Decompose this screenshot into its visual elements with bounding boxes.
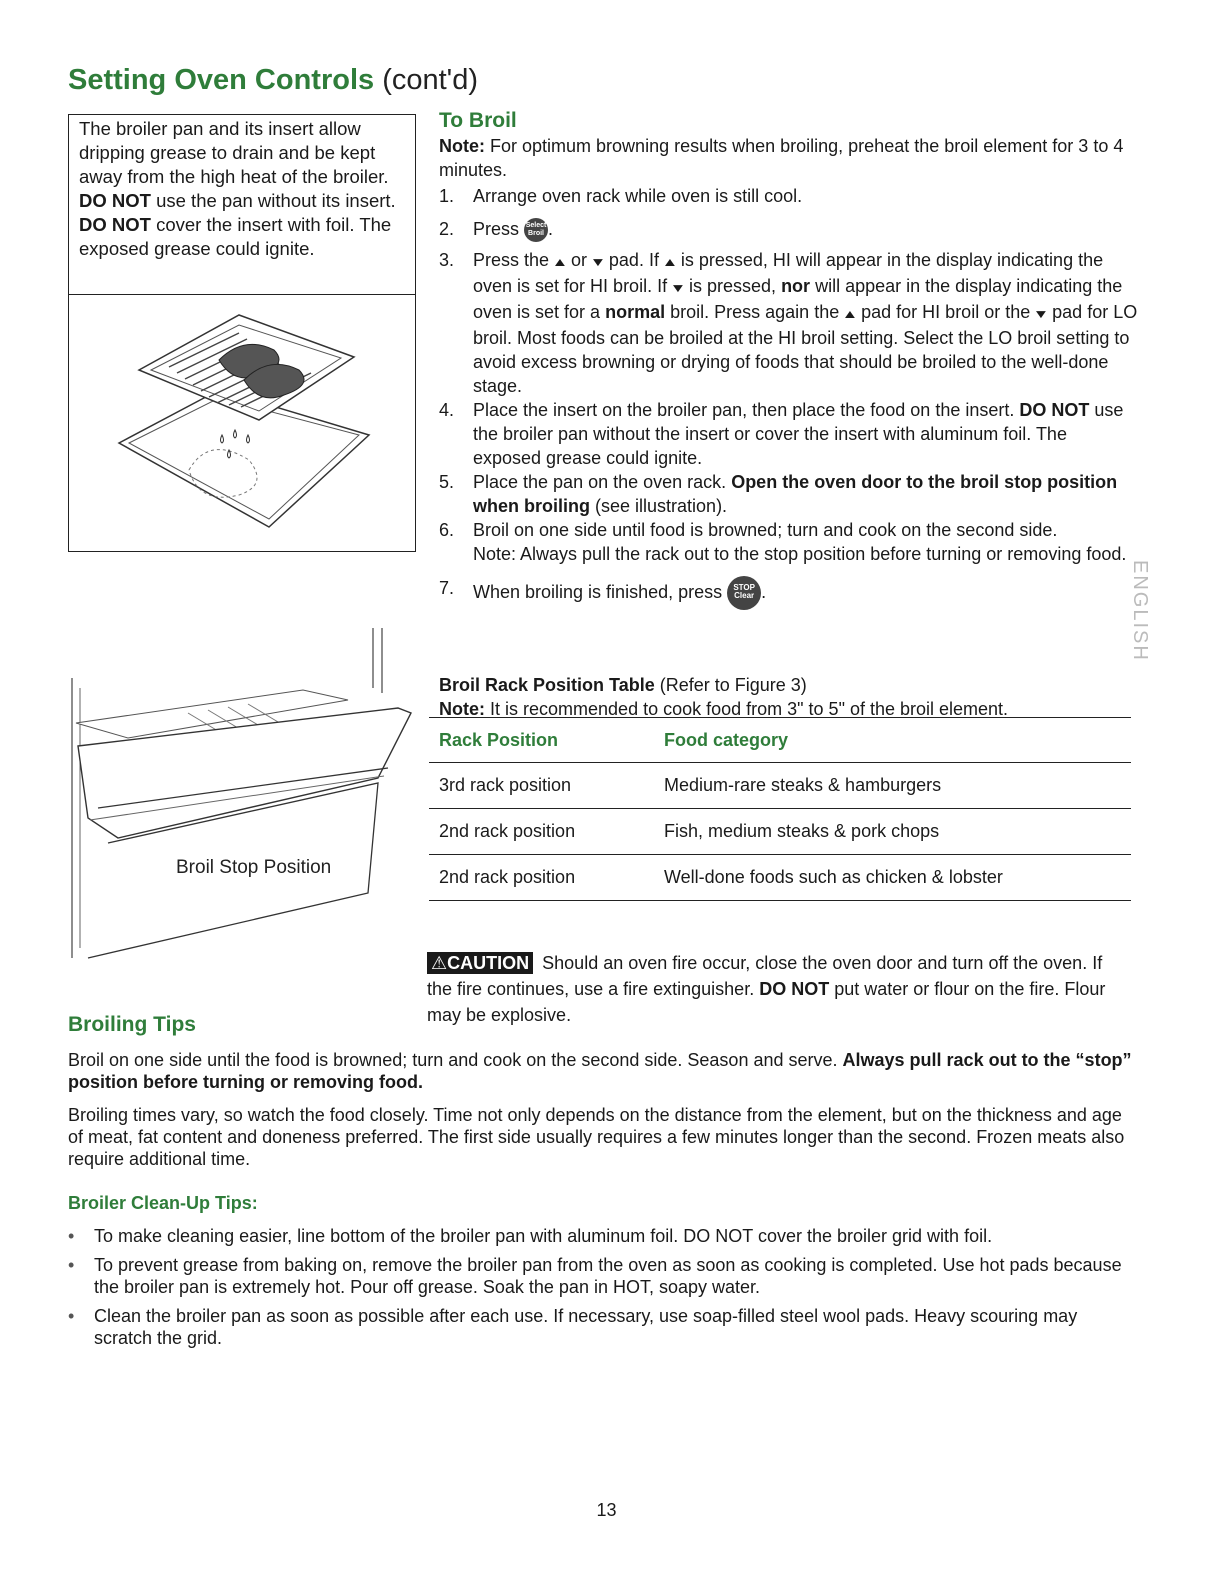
- warning-text-1: The broiler pan and its insert allow dripping grease to drain and be kept away from the high heat of the broiler.: [79, 118, 389, 187]
- note-text: For optimum browning results when broiling, preheat the broil element for 3 to 4 minutes.: [439, 136, 1124, 180]
- step-text: When broiling is finished, press: [473, 582, 723, 602]
- up-arrow-icon: ▲: [661, 255, 679, 270]
- cleanup-tips-list: [68, 1225, 1134, 1349]
- warning-do-not-1: DO NOT: [79, 190, 151, 211]
- page-title-suffix: (cont'd): [382, 64, 478, 96]
- cleanup-tips-list-wrap: [68, 1225, 1134, 1356]
- table-row: [429, 809, 1131, 855]
- broil-stop-label: Broil Stop Position: [176, 857, 332, 878]
- to-broil-note: [439, 134, 1139, 182]
- warning-text-3: cover the insert with foil. The exposed grease could ignite.: [79, 214, 392, 259]
- up-arrow-icon: ▲: [841, 307, 859, 322]
- step-7: 7. When broiling is finished, press STOP Clear .: [439, 576, 1139, 610]
- rack-table-title: Broil Rack Position Table: [439, 675, 655, 695]
- rack-table-heading: [439, 673, 1139, 721]
- table-cell: 2nd rack position: [429, 855, 654, 901]
- down-arrow-icon: ▼: [1032, 307, 1050, 322]
- up-arrow-icon: ▲: [551, 255, 569, 270]
- step-4: 4. Place the insert on the broiler pan, then place the food on the insert. DO NOT use the broiler pan without the insert or cover the insert with aluminum foil. The exposed grease could ignite.: [439, 400, 1124, 469]
- page-title: [68, 64, 478, 97]
- step-5: 5. Place the pan on the oven rack. Open the oven door to the broil stop position when broiling (see illustration).: [439, 472, 1118, 517]
- table-cell: Medium-rare steaks & hamburgers: [654, 763, 1131, 809]
- down-arrow-icon: ▼: [589, 255, 607, 270]
- column-header: Rack Position: [429, 718, 654, 763]
- note-label: Note:: [439, 136, 485, 156]
- broil-stop-door-illustration: [68, 618, 418, 968]
- step-number: 1.: [439, 186, 455, 206]
- broiler-pan-illustration: [69, 295, 415, 551]
- table-cell: Fish, medium steaks & pork chops: [654, 809, 1131, 855]
- step-number: 6.: [439, 520, 455, 541]
- table-row: [429, 763, 1131, 809]
- step-number: 5.: [439, 472, 455, 493]
- page-title-bold: Setting Oven Controls: [68, 64, 375, 96]
- step-6: 6. Broil on one side until food is browned; turn and cook on the second side. Note: Always pull the rack out to the stop position before turning or removing food.: [439, 520, 1127, 565]
- page-number: 13: [596, 1500, 617, 1520]
- broil-steps-list: [439, 184, 1139, 610]
- caution-do-not: DO NOT: [759, 979, 830, 999]
- step-1: [439, 184, 1139, 208]
- step-2: 2. Press Select Broil .: [439, 217, 1139, 242]
- to-broil-heading: To Broil: [439, 109, 517, 132]
- caution-text: Should an oven fire occur, close the oven door and turn off the oven. If the fire continues, use a fire extinguisher.: [427, 953, 1103, 999]
- warning-text-2: use the pan without its insert.: [156, 190, 396, 211]
- column-header: Food category: [654, 718, 1131, 763]
- down-arrow-icon: ▼: [669, 281, 687, 296]
- step-text: Press: [473, 219, 520, 239]
- rack-note-text: It is recommended to cook food from 3" to 5" of the broil element.: [490, 699, 1009, 719]
- step-text: Arrange oven rack while oven is still cool.: [473, 186, 803, 206]
- rack-note-label: Note:: [439, 699, 485, 719]
- svg-text:ENGLISH: ENGLISH: [1129, 560, 1151, 662]
- select-broil-pad-icon: Select Broil: [524, 218, 548, 242]
- broil-rack-position-table: [429, 717, 1131, 901]
- step-number: 2.: [439, 219, 455, 239]
- rack-table-ref: (Refer to Figure 3): [659, 675, 807, 695]
- step-number: 3.: [439, 250, 455, 271]
- caution-text-2: put water or flour on the fire. Flour may be explosive.: [427, 979, 1106, 1025]
- list-item: • Clean the broiler pan as soon as possible after each use. If necessary, use soap-filled steel wool pads. Heavy scouring may scratch the grid.: [68, 1305, 1134, 1349]
- cleanup-tips-heading: Broiler Clean-Up Tips:: [68, 1193, 258, 1213]
- table-row: [429, 855, 1131, 901]
- table-cell: 2nd rack position: [429, 809, 654, 855]
- stop-clear-pad-icon: STOP Clear: [727, 576, 761, 610]
- table-header-row: [429, 718, 1131, 763]
- step-number: 4.: [439, 400, 455, 421]
- broiling-tips-paragraph-2: Broiling times vary, so watch the food closely. Time not only depends on the distance from the element, but on the thickness and age of meat, fat content and doneness preferred. The first side usually requires a few minutes longer than the second. Frozen meats also require additional time.: [68, 1105, 1125, 1169]
- table-cell: 3rd rack position: [429, 763, 654, 809]
- broiler-pan-warning: [69, 115, 415, 295]
- to-broil-section: [439, 108, 1139, 610]
- broiling-tips-heading: Broiling Tips: [68, 1013, 196, 1036]
- table-cell: Well-done foods such as chicken & lobster: [654, 855, 1131, 901]
- step-3: 3. Press the ▲ or ▼ pad. If ▲ is pressed, HI will appear in the display indicating the oven is set for HI broil. If ▼ is pressed, nor will appear in the display indicating the oven is set for a normal broil. Press again the ▲ pad for HI broil or the ▼ pad for LO broil. Most foods can be broiled at the HI broil setting. Select the LO broil setting to avoid excess browning or drying of foods that should be broiled to the well-done stage.: [439, 250, 1138, 397]
- list-item: • To prevent grease from baking on, remove the broiler pan from the oven as soon as cooking is completed. Use hot pads because the broiler pan is extremely hot. Pour off grease. Soak the pan in HOT, soapy water.: [68, 1254, 1134, 1298]
- caution-badge: ⚠CAUTION: [427, 952, 533, 974]
- broiler-pan-box: [68, 114, 416, 552]
- language-side-tab: [1126, 560, 1156, 690]
- broiling-tips-paragraph-1: Broil on one side until the food is browned; turn and cook on the second side. Season and serve. Always pull rack out to the “stop” position before turning or removing food.: [68, 1050, 1132, 1092]
- list-item: • To make cleaning easier, line bottom of the broiler pan with aluminum foil. DO NOT cover the broiler grid with foil.: [68, 1225, 1134, 1247]
- caution-notice: [427, 950, 1132, 1028]
- step-number: 7.: [439, 578, 455, 599]
- warning-do-not-2: DO NOT: [79, 214, 151, 235]
